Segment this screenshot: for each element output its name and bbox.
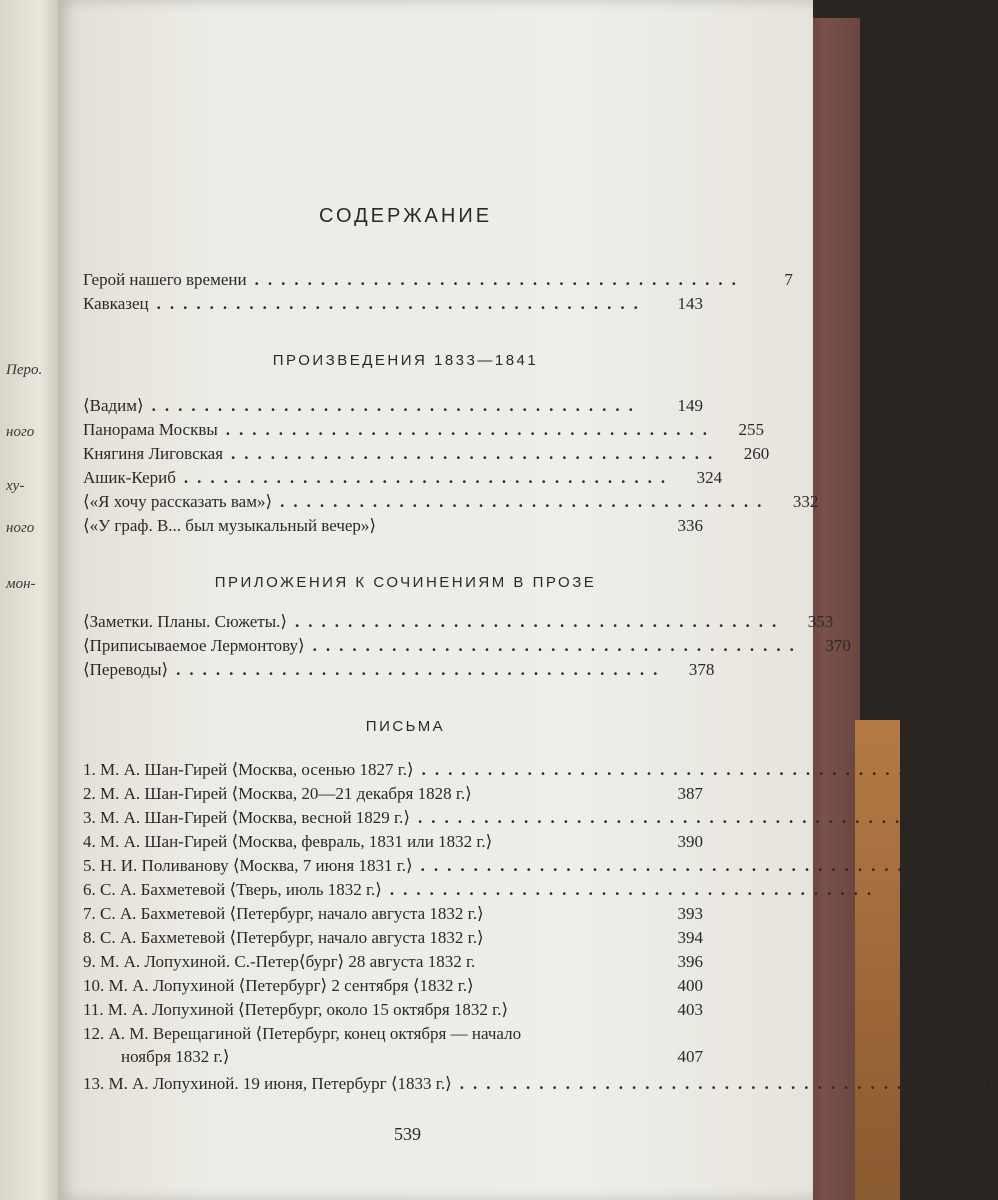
toc-entry	[83, 634, 851, 658]
margin-fragment: ного	[6, 520, 35, 536]
leader-dots: .....................................	[389, 880, 881, 899]
margin-fragment: ху-	[6, 478, 25, 494]
toc-entry	[83, 418, 765, 442]
leader-dots: .....................................	[156, 294, 647, 313]
toc-entry	[83, 830, 703, 854]
toc-entry-title: 12. А. М. Верещагиной ⟨Петербург, конец октября — начало	[83, 1024, 522, 1043]
leader-dots: .....................................	[295, 612, 786, 631]
toc-entry-title: ⟨Вадим⟩	[83, 396, 144, 415]
toc-entry-title: ⟨Переводы⟩	[83, 660, 169, 679]
toc-entry-page: 393	[677, 904, 703, 923]
toc-entry-title: ⟨«Я хочу рассказать вам»⟩	[83, 492, 273, 511]
toc-entry	[83, 658, 715, 682]
toc-entry-page: 403	[677, 1000, 703, 1019]
toc-entry-page: 394	[677, 928, 703, 947]
toc-entry-title: 4. М. А. Шан-Гирей ⟨Москва, февраль, 1831 или 1832 г.⟩	[83, 832, 493, 851]
toc-entry-title: 6. С. А. Бахметевой ⟨Тверь, июль 1832 г.⟩	[83, 880, 382, 899]
toc-entry-page: 407	[677, 1047, 703, 1066]
toc-entry-page: 396	[677, 952, 703, 971]
leader-dots: .....................................	[420, 856, 911, 875]
leader-dots: .....................................	[459, 1074, 950, 1093]
leader-dots: .....................................	[151, 396, 642, 415]
toc-entry	[83, 1022, 703, 1068]
toc-entry-page: 324	[696, 468, 723, 487]
toc-entry-page: 143	[677, 294, 703, 313]
toc-entry	[83, 514, 703, 538]
toc-entry-title: Герой нашего времени	[83, 270, 247, 289]
leader-dots: .....................................	[418, 808, 909, 827]
toc-entry-page: 332	[792, 492, 819, 511]
toc-entry	[83, 806, 957, 830]
toc-entry-title: Панорама Москвы	[83, 420, 218, 439]
toc-entry-title: 10. М. А. Лопухиной ⟨Петербург⟩ 2 сентября ⟨1832 г.⟩	[83, 976, 474, 995]
toc-entry	[83, 610, 834, 634]
toc-entry-page: 389	[930, 808, 957, 827]
toc-entry-title-continued: ноября 1832 г.⟩	[121, 1047, 230, 1066]
toc-entry	[83, 758, 960, 782]
toc-entry-page: 392	[902, 880, 929, 899]
margin-fragment: Перо.	[6, 362, 43, 378]
toc-entry-page: 387	[934, 760, 960, 779]
toc-entry-page: 255	[738, 420, 765, 439]
toc-entry-title: Ашик-Кериб	[83, 468, 176, 487]
toc-entry-title: ⟨Заметки. Планы. Сюжеты.⟩	[83, 612, 288, 631]
toc-entry-page: 390	[677, 832, 703, 851]
page-number: 539	[394, 1124, 421, 1144]
table-surface	[855, 720, 900, 1200]
toc-entry	[83, 1072, 998, 1096]
toc-entry-title: 13. М. А. Лопухиной. 19 июня, Петербург ⟨1833 г.⟩	[83, 1074, 452, 1093]
toc-entry-continuation	[83, 1045, 703, 1068]
margin-fragment: мон-	[6, 576, 36, 592]
leader-dots: .....................................	[176, 660, 667, 679]
leader-dots: .....................................	[280, 492, 771, 511]
toc-entry	[83, 902, 703, 926]
leader-dots: .....................................	[254, 270, 745, 289]
toc-entry	[83, 268, 793, 292]
toc-entry-title: ⟨«У граф. В... был музыкальный вечер»⟩	[83, 516, 377, 535]
toc-entry-page: 392	[933, 856, 959, 875]
toc-entry-page: 378	[688, 660, 715, 679]
toc-entry-page: 336	[677, 516, 703, 535]
toc-entry-page: 353	[807, 612, 834, 631]
toc-entry	[83, 394, 703, 418]
margin-fragment: ного	[6, 424, 35, 440]
section-heading: ПИСЬМА	[365, 718, 446, 735]
toc-entry-page: 7	[784, 270, 793, 289]
toc-entry	[83, 974, 703, 998]
toc-entry	[83, 926, 703, 950]
toc-entry-page: 400	[677, 976, 703, 995]
toc-entry	[83, 950, 703, 974]
toc-entry-title: 2. М. А. Шан-Гирей ⟨Москва, 20—21 декабря 1828 г.⟩	[83, 784, 472, 803]
toc-entry	[83, 854, 959, 878]
toc-entry-title: 8. С. А. Бахметевой ⟨Петербург, начало августа 1832 г.⟩	[83, 928, 484, 947]
toc-entry-title: ⟨Приписываемое Лермонтову⟩	[83, 636, 305, 655]
toc-entry-page: 410	[972, 1074, 998, 1093]
toc-entry-title: 5. Н. И. Поливанову ⟨Москва, 7 июня 1831 г.⟩	[83, 856, 413, 875]
toc-entry-page: 149	[677, 396, 703, 415]
toc-entry	[83, 466, 723, 490]
leader-dots: .....................................	[183, 468, 675, 487]
toc-entry	[83, 782, 703, 806]
toc-entry-title: 1. М. А. Шан-Гирей ⟨Москва, осенью 1827 г.⟩	[83, 760, 414, 779]
left-page-edge	[0, 0, 58, 1200]
toc-entry-title: 7. С. А. Бахметевой ⟨Петербург, начало августа 1832 г.⟩	[83, 904, 484, 923]
toc-entry-title: 3. М. А. Шан-Гирей ⟨Москва, весной 1829 г.⟩	[83, 808, 410, 827]
toc-entry-title: Княгиня Лиговская	[83, 444, 224, 463]
toc-entry	[83, 292, 703, 316]
section-heading: ПРИЛОЖЕНИЯ К СОЧИНЕНИЯМ В ПРОЗЕ	[214, 574, 597, 591]
toc-entry	[83, 442, 770, 466]
toc-entry-page: 387	[677, 784, 703, 803]
leader-dots: .....................................	[421, 760, 912, 779]
section-heading: ПРОИЗВЕДЕНИЯ 1833—1841	[272, 352, 539, 369]
leader-dots: .....................................	[231, 444, 722, 463]
toc-entry	[83, 878, 929, 902]
toc-entry-page: 370	[825, 636, 851, 655]
toc-entry-title: Кавказец	[83, 294, 149, 313]
toc-entry-title: 9. М. А. Лопухиной. С.-Петер⟨бург⟩ 28 августа 1832 г.	[83, 952, 476, 971]
toc-entry	[83, 490, 819, 514]
leader-dots: .....................................	[225, 420, 717, 439]
page-title: СОДЕРЖАНИЕ	[318, 205, 493, 227]
leader-dots: .....................................	[312, 636, 803, 655]
toc-entry-page: 260	[743, 444, 770, 463]
toc-entry	[83, 998, 703, 1022]
contents-page	[58, 0, 998, 1200]
toc-entry-title: 11. М. А. Лопухиной ⟨Петербург, около 15 октября 1832 г.⟩	[83, 1000, 509, 1019]
